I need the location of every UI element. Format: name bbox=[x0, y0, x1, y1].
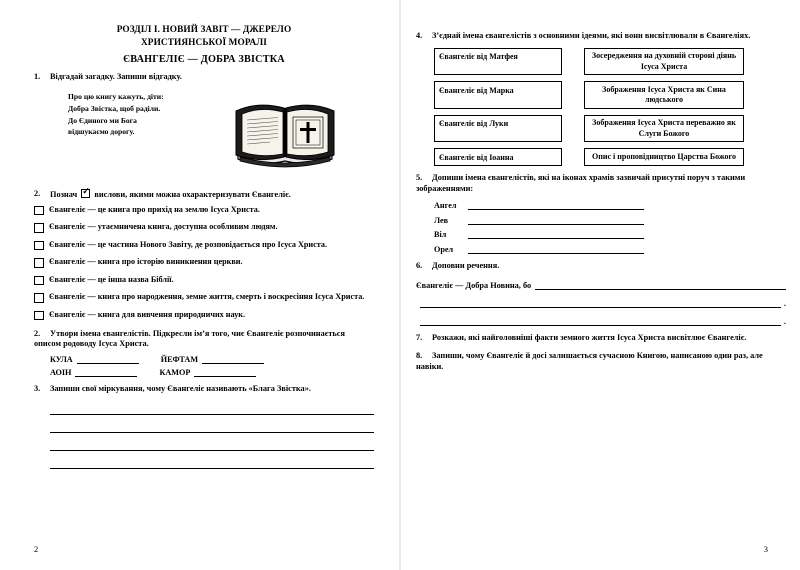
riddle-line-1: Про цю книгу кажуть, діти: bbox=[68, 92, 164, 102]
gospel-name-box[interactable]: Євангеліє від Луки bbox=[434, 115, 562, 142]
riddle-line-3: До Єдиного ми Бога bbox=[68, 115, 137, 125]
anagram-row-2 bbox=[50, 368, 374, 377]
checkbox-option-5[interactable] bbox=[34, 276, 44, 286]
answer-line[interactable] bbox=[468, 244, 644, 254]
anagram-cell-2 bbox=[161, 355, 264, 364]
checkbox-option-4[interactable] bbox=[34, 258, 44, 268]
page-title-line-1: РОЗДІЛ I. НОВИЙ ЗАВІТ — ДЖЕРЕЛО bbox=[116, 25, 292, 35]
task-7-text: Розкажи, які найголовніші факти земного життя Ісуса Христа висвітлює Євангеліє. bbox=[432, 332, 747, 342]
answer-line[interactable] bbox=[50, 456, 374, 469]
gospel-idea-box[interactable]: Зображення Ісуса Христа як Сина людського bbox=[584, 81, 744, 108]
gospel-idea-box[interactable]: Зосередження на духовній стороні діянь Ісуса Христа bbox=[584, 48, 744, 75]
anagram-answer-line[interactable] bbox=[75, 368, 137, 377]
task-7-number: 7. bbox=[416, 332, 423, 342]
gospel-idea-box[interactable]: Зображення Ісуса Христа переважно як Слуги Божого bbox=[584, 115, 744, 142]
task-5-text: Допиши імена євангелістів, які на іконах храмів зазвичай присутні поруч з такими зображеннями: bbox=[416, 173, 746, 194]
sentence-row bbox=[416, 279, 786, 290]
page-right bbox=[400, 0, 800, 570]
option-label: Євангеліє — книга для вивчення природничих наук. bbox=[49, 309, 246, 319]
task-2-number: 2. bbox=[34, 189, 41, 199]
anagram-word: ЙЕФТАМ bbox=[160, 355, 199, 365]
answer-line[interactable] bbox=[468, 229, 644, 239]
anagram-answer-line[interactable] bbox=[194, 368, 256, 377]
answer-line[interactable] bbox=[50, 402, 374, 415]
task-5-number: 5. bbox=[416, 173, 423, 183]
option-label: Євангеліє — це частина Нового Завіту, де розповідається про Ісуса Христа. bbox=[49, 239, 328, 249]
sentence-period: . bbox=[783, 316, 786, 326]
icon-row bbox=[434, 229, 786, 239]
list-item[interactable] bbox=[34, 240, 374, 252]
task-4-number: 4. bbox=[416, 31, 423, 40]
gospel-name-box[interactable]: Євангеліє від Матфея bbox=[434, 48, 562, 75]
list-item[interactable] bbox=[34, 222, 374, 234]
matching-row bbox=[434, 81, 786, 108]
checkbox-option-7[interactable] bbox=[34, 311, 44, 321]
task-7 bbox=[416, 333, 786, 344]
icon-symbol-label: Віл bbox=[434, 230, 447, 240]
matching-exercise bbox=[434, 48, 786, 166]
list-item[interactable] bbox=[34, 292, 374, 304]
checkbox-option-6[interactable] bbox=[34, 293, 44, 303]
page-title bbox=[34, 24, 374, 49]
task-5 bbox=[416, 173, 786, 195]
page-title-line-2: ХРИСТИЯНСЬКОЇ МОРАЛІ bbox=[140, 37, 267, 48]
sentence-period: . bbox=[783, 298, 786, 308]
gospel-name-box[interactable]: Євангеліє від Іоанна bbox=[434, 148, 562, 166]
task-8 bbox=[416, 351, 786, 373]
icon-row bbox=[434, 200, 786, 210]
task-6 bbox=[416, 261, 786, 272]
task-2b-text: Утвори імена євангелістів. Підкресли ім’я того, чиє Євангеліє розпочинається описом родоводу Ісуса Христа. bbox=[34, 328, 345, 349]
option-label: Євангеліє — утаємничена книга, доступна особливим людям. bbox=[49, 222, 278, 232]
answer-line[interactable] bbox=[50, 420, 374, 433]
list-item[interactable] bbox=[34, 257, 374, 269]
page-number-left: 2 bbox=[34, 544, 39, 554]
task-2 bbox=[34, 189, 374, 199]
list-item[interactable] bbox=[34, 205, 374, 217]
task-6-answer-lines bbox=[416, 279, 786, 326]
task-3 bbox=[34, 384, 374, 395]
task-1-text: Відгадай загадку. Запиши відгадку. bbox=[50, 72, 182, 82]
task-2b bbox=[34, 329, 374, 351]
icon-symbol-label: Ангел bbox=[434, 201, 457, 211]
option-label: Євангеліє — книга про народження, земне життя, смерть і воскресіння Ісуса Христа. bbox=[49, 292, 365, 302]
gospel-name-box[interactable]: Євангеліє від Марка bbox=[434, 81, 562, 108]
anagram-answer-line[interactable] bbox=[202, 355, 264, 364]
matching-row bbox=[434, 48, 786, 75]
checkbox-option-2[interactable] bbox=[34, 223, 44, 233]
answer-line[interactable] bbox=[420, 315, 781, 326]
anagram-word: КУЛА bbox=[50, 355, 73, 365]
page-subtitle: ЄВАНГЕЛІЄ — ДОБРА ЗВІСТКА bbox=[123, 54, 285, 66]
answer-line[interactable] bbox=[468, 215, 644, 225]
answer-line[interactable] bbox=[50, 438, 374, 451]
task-2b-number: 2. bbox=[34, 328, 41, 338]
checkbox-option-1[interactable] bbox=[34, 206, 44, 216]
task-6-number: 6. bbox=[416, 260, 423, 270]
task-2-text-after: вислови, якими можна охарактеризувати Євангеліє. bbox=[94, 190, 291, 200]
sentence-row bbox=[416, 315, 786, 326]
icon-symbol-label: Лев bbox=[434, 215, 449, 225]
sentence-lead: Євангеліє — Добра Новина, бо bbox=[416, 280, 532, 290]
anagram-word: АОІН bbox=[50, 368, 72, 378]
riddle-block bbox=[34, 89, 374, 181]
task-8-text: Запиши, чому Євангеліє й досі залишається сучасною Книгою, написаною один раз, але навіки. bbox=[416, 350, 763, 371]
anagram-cell-3 bbox=[50, 368, 137, 377]
anagram-answer-line[interactable] bbox=[77, 355, 139, 364]
task-6-text: Доповни речення. bbox=[432, 260, 500, 270]
option-label: Євангеліє — книга про історію виникнення церкви. bbox=[49, 257, 243, 267]
anagram-cell-4 bbox=[159, 368, 256, 377]
option-label: Євангеліє — це книга про прихід на землю Ісуса Христа. bbox=[49, 204, 260, 214]
gospel-idea-box[interactable]: Опис і проповідництво Царства Божого bbox=[584, 148, 744, 166]
answer-line[interactable] bbox=[468, 200, 644, 210]
sentence-row bbox=[416, 297, 786, 308]
task-5-icon-list bbox=[434, 200, 786, 254]
task-1 bbox=[34, 72, 374, 83]
task-3-text: Запиши свої міркування, чому Євангеліє називають «Блага Звістка». bbox=[50, 384, 311, 394]
matching-row bbox=[434, 115, 786, 142]
icon-row bbox=[434, 244, 786, 254]
page-number-right: 3 bbox=[763, 544, 768, 554]
anagram-row-1 bbox=[50, 355, 374, 364]
list-item[interactable] bbox=[34, 275, 374, 287]
task-2-text-before: Познач bbox=[50, 190, 78, 200]
anagram-cell-1 bbox=[50, 355, 139, 364]
task-2-text bbox=[50, 190, 291, 199]
task-1-number: 1. bbox=[34, 72, 41, 82]
task-8-number: 8. bbox=[416, 350, 423, 360]
riddle-text bbox=[68, 91, 218, 138]
anagram-grid bbox=[50, 355, 374, 377]
riddle-line-4: відшукаємо дорогу. bbox=[68, 127, 135, 137]
icon-symbol-label: Орел bbox=[434, 244, 454, 254]
task-4 bbox=[416, 31, 786, 42]
task-3-number: 3. bbox=[34, 384, 41, 394]
checkbox-option-3[interactable] bbox=[34, 241, 44, 251]
task-3-answer-lines bbox=[50, 402, 374, 469]
task-2-options bbox=[34, 205, 374, 322]
riddle-line-2: Добра Звістка, щоб раділи. bbox=[68, 103, 161, 113]
open-book-illustration bbox=[230, 89, 342, 181]
icon-row bbox=[434, 215, 786, 225]
list-item[interactable] bbox=[34, 310, 374, 322]
task-4-text: З’єднай імена євангелістів з основними ідеями, які вони висвітлювали в Євангеліях. bbox=[432, 31, 751, 40]
answer-line[interactable] bbox=[420, 297, 781, 308]
answer-line[interactable] bbox=[535, 279, 786, 290]
option-label: Євангеліє — це інша назва Біблії. bbox=[49, 274, 174, 284]
matching-row bbox=[434, 148, 786, 166]
checkmark-sample-box bbox=[81, 189, 90, 198]
anagram-word: КАМОР bbox=[159, 368, 191, 378]
